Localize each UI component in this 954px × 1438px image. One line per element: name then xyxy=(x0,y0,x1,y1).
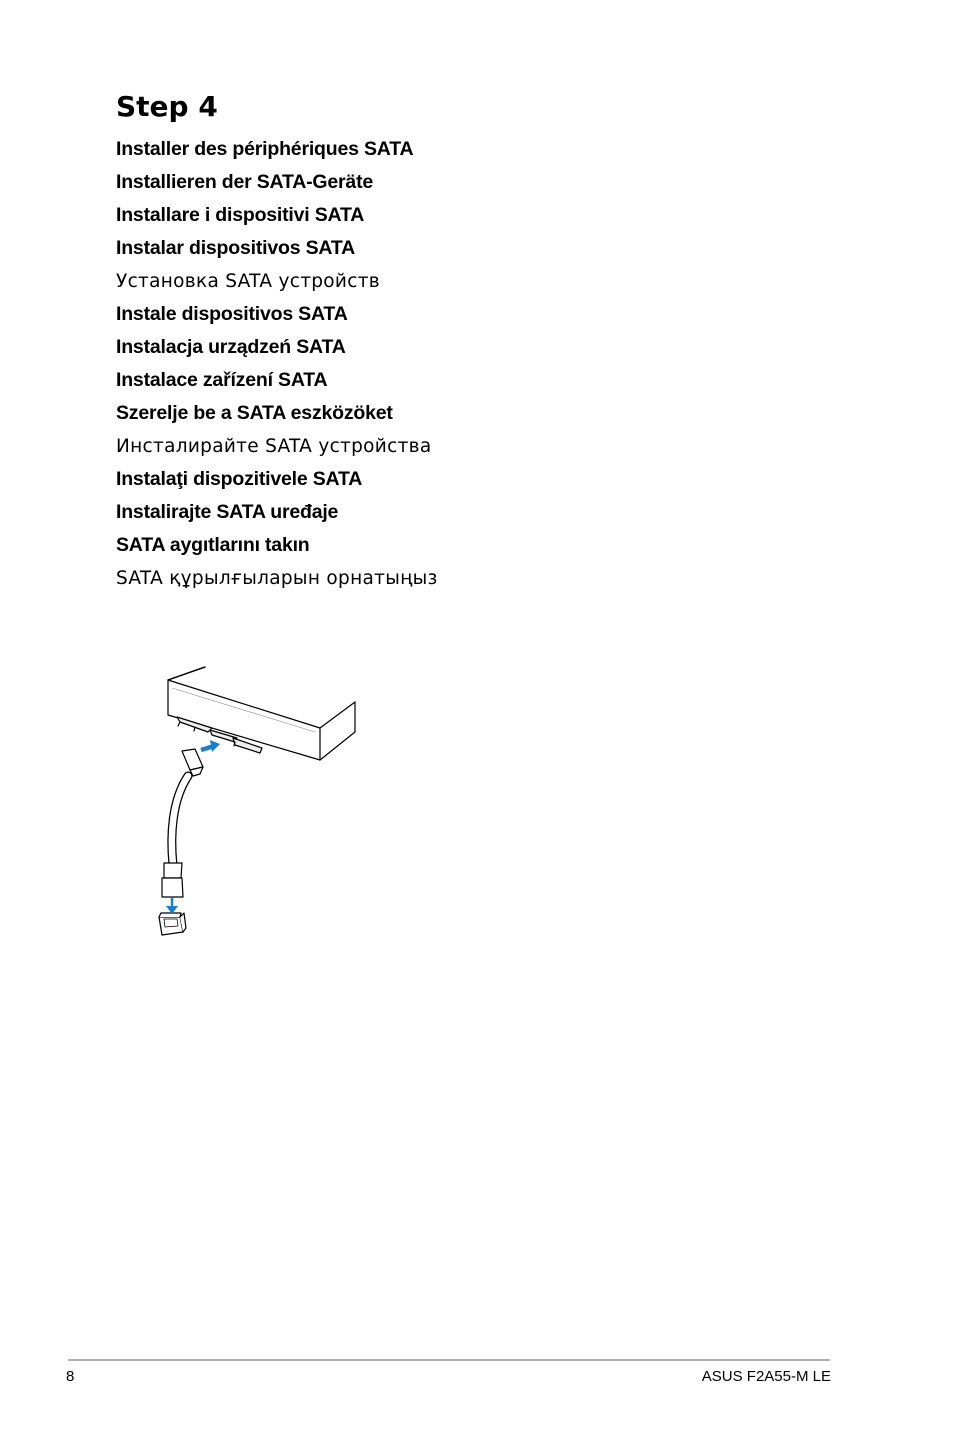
footer-divider xyxy=(68,1359,830,1361)
page-number: 8 xyxy=(66,1368,75,1385)
instruction-hungarian: Szerelje be a SATA eszközöket xyxy=(116,402,393,424)
instruction-polish: Instalacja urządzeń SATA xyxy=(116,336,346,358)
instruction-german: Installieren der SATA-Geräte xyxy=(116,171,374,193)
sata-installation-illustration xyxy=(150,660,370,945)
sata-cable-icon xyxy=(162,749,203,897)
instruction-list xyxy=(116,135,438,597)
instruction-russian: Установка SATA устройств xyxy=(116,271,381,292)
sata-port-icon xyxy=(159,913,186,935)
product-model: ASUS F2A55-M LE xyxy=(701,1368,831,1385)
instruction-turkish: SATA aygıtlarını takın xyxy=(116,534,310,556)
instruction-bulgarian: Инсталирайте SATA устройства xyxy=(116,436,432,457)
instruction-french: Installer des périphériques SATA xyxy=(116,138,414,160)
hard-drive-icon xyxy=(168,667,355,760)
down-arrow-icon xyxy=(166,898,178,914)
instruction-spanish: Instalar dispositivos SATA xyxy=(116,237,355,259)
insert-arrow-icon xyxy=(201,740,220,752)
page-title: Step 4 xyxy=(116,90,218,123)
instruction-kazakh: SATA құрылғыларын орнатыңыз xyxy=(116,568,438,589)
instruction-portuguese: Instale dispositivos SATA xyxy=(116,303,348,325)
instruction-serbian: Instalirajte SATA uređaje xyxy=(116,501,339,523)
instruction-czech: Instalace zařízení SATA xyxy=(116,369,328,391)
instruction-italian: Installare i dispositivi SATA xyxy=(116,204,365,226)
instruction-romanian: Instalaţi dispozitivele SATA xyxy=(116,468,363,490)
